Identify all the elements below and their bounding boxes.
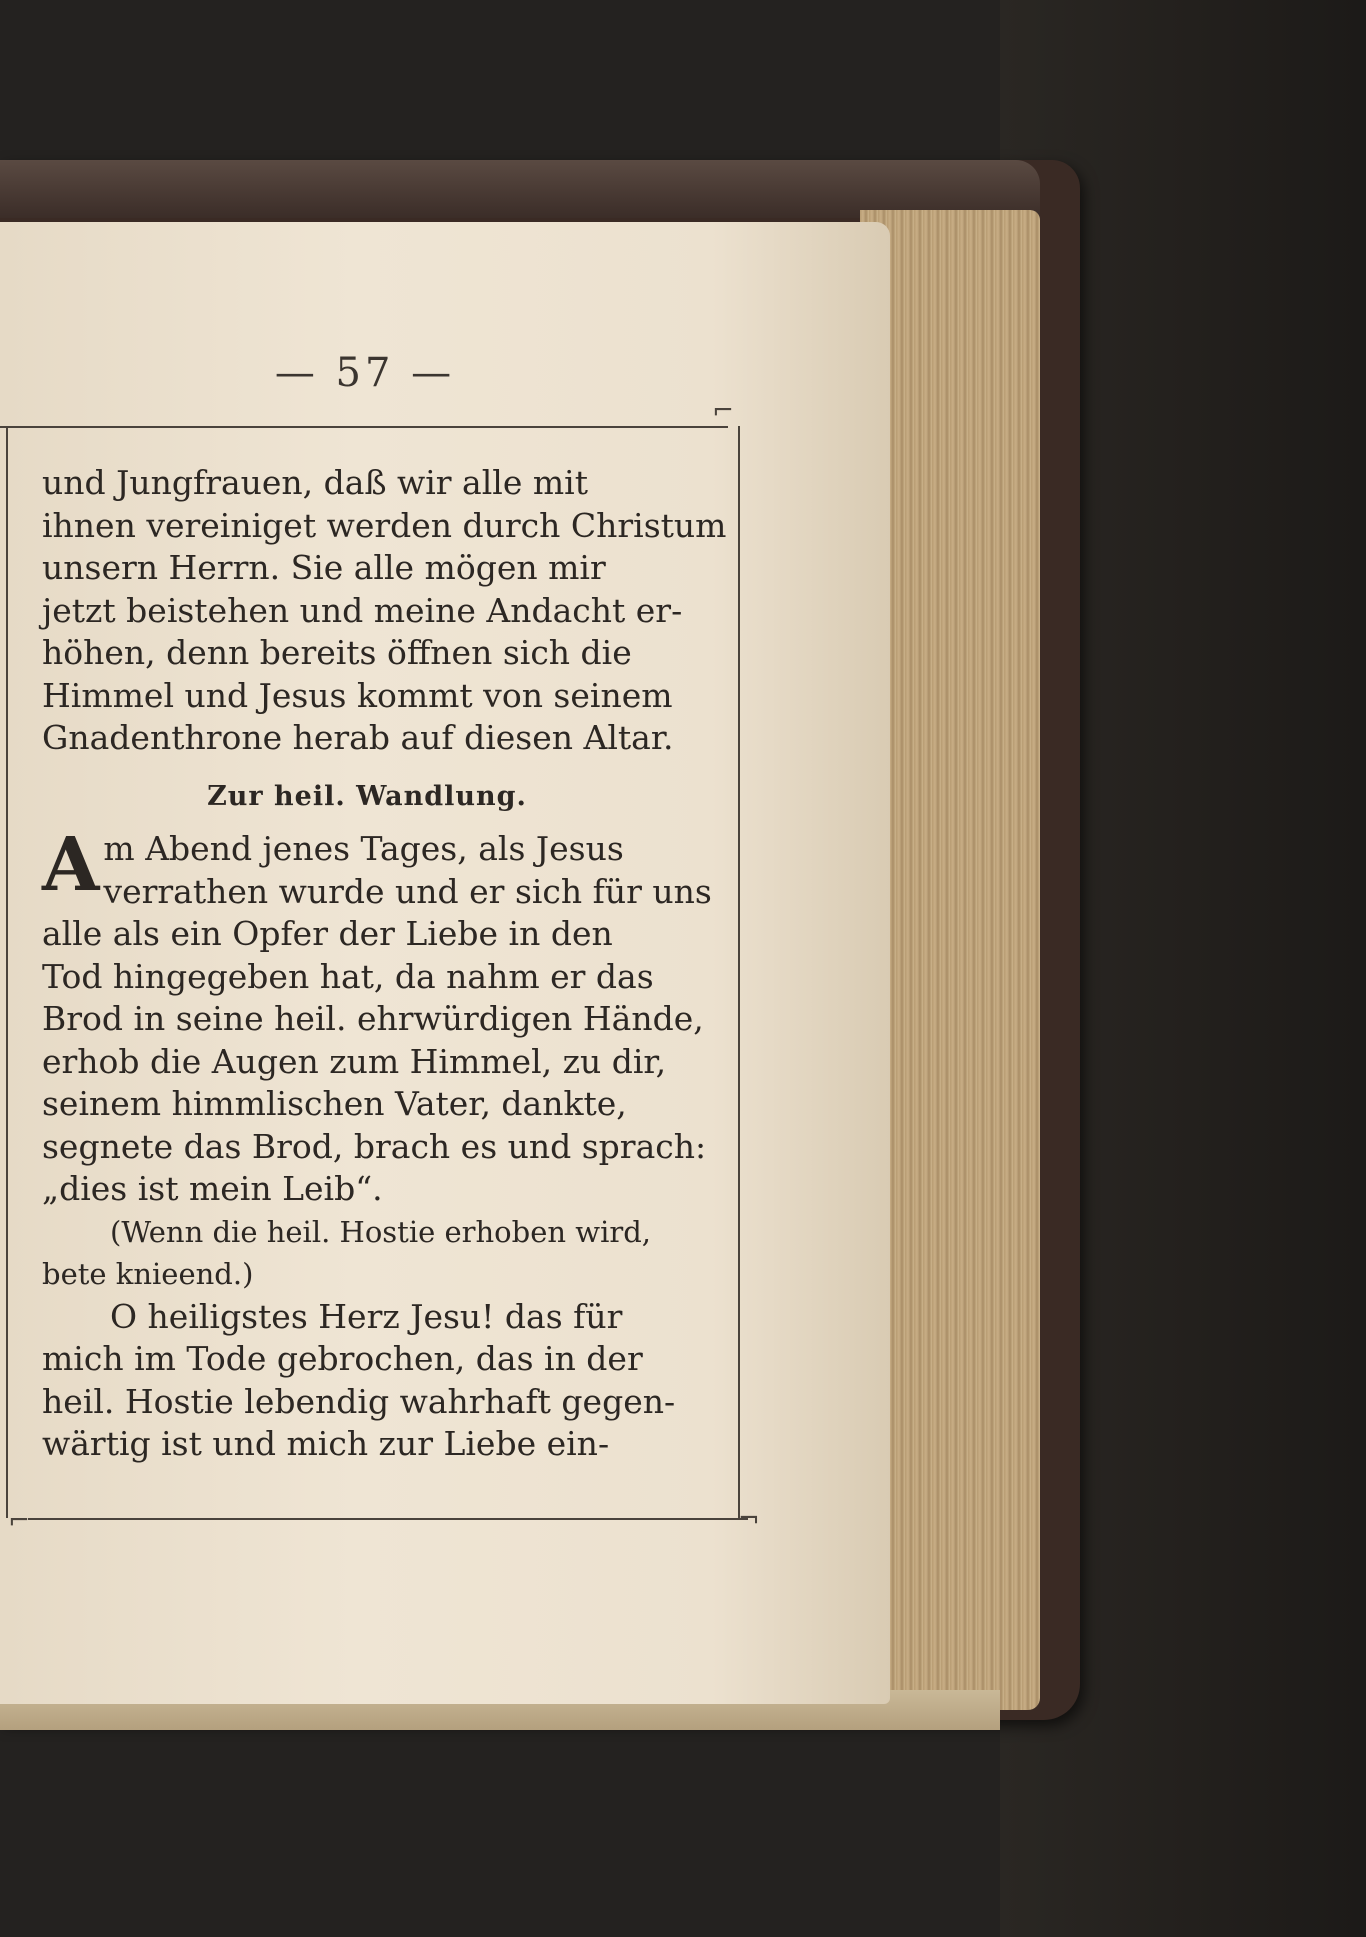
text-line: bete knieend.) (42, 1257, 254, 1291)
paragraph-top (42, 462, 727, 760)
text-line: Tod hingegeben hat, da nahm er das (42, 956, 654, 996)
text-line: erhob die Augen zum Himmel, zu dir, (42, 1041, 667, 1081)
frame-top-rule (0, 426, 728, 428)
text-line: alle als ein Opfer der Liebe in den (42, 914, 613, 953)
frame-corner-ornament-top-right: ⌐ (712, 396, 734, 426)
frame-corner-ornament-bottom-left: ⌐ (8, 1506, 30, 1536)
text-line: mich im Tode gebrochen, das in der (42, 1339, 643, 1378)
paragraph-prayer (42, 1296, 692, 1466)
frame-corner-ornament-bottom-right: ¬ (738, 1504, 760, 1534)
text-line: segnete das Brod, brach es und sprach: (42, 1126, 707, 1166)
text-line: Gnadenthrone herab auf diesen Altar. (42, 718, 674, 757)
page-text-block (42, 462, 727, 1466)
paragraph-wandlung (42, 822, 712, 1211)
text-line: Himmel und Jesus kommt von seinem (42, 675, 673, 715)
text-line: „dies ist mein Leib“. (42, 1169, 383, 1208)
text-line: höhen, denn bereits öffnen sich die (42, 633, 632, 672)
page-number: — 57 — (274, 350, 456, 396)
rubric-note (42, 1211, 692, 1296)
text-line: jetzt beistehen und meine Andacht er- (42, 590, 683, 630)
text-line: unsern Herrn. Sie alle mögen mir (42, 548, 606, 587)
drop-cap: A (42, 822, 100, 908)
text-line: m Abend jenes Tages, als Jesus (103, 829, 624, 868)
text-line: (Wenn die heil. Hostie erhoben wird, (110, 1214, 652, 1249)
text-line: O heiligstes Herz Jesu! das für (110, 1296, 623, 1336)
text-line: seinem himmlischen Vater, dankte, (42, 1084, 627, 1123)
frame-bottom-rule (28, 1518, 748, 1520)
text-line: verrathen wurde und er sich für uns (103, 871, 712, 911)
text-line: und Jungfrauen, daß wir alle mit (42, 463, 588, 502)
frame-left-rule (6, 426, 8, 1518)
frame-right-rule (738, 426, 740, 1518)
text-line: Brod in seine heil. ehrwürdigen Hände, (42, 999, 704, 1038)
text-line: wärtig ist und mich zur Liebe ein- (42, 1424, 610, 1463)
text-line: ihnen vereiniget werden durch Christum (42, 505, 727, 545)
section-heading: Zur heil. Wandlung. (207, 780, 527, 812)
text-line: heil. Hostie lebendig wahrhaft gegen- (42, 1381, 676, 1421)
